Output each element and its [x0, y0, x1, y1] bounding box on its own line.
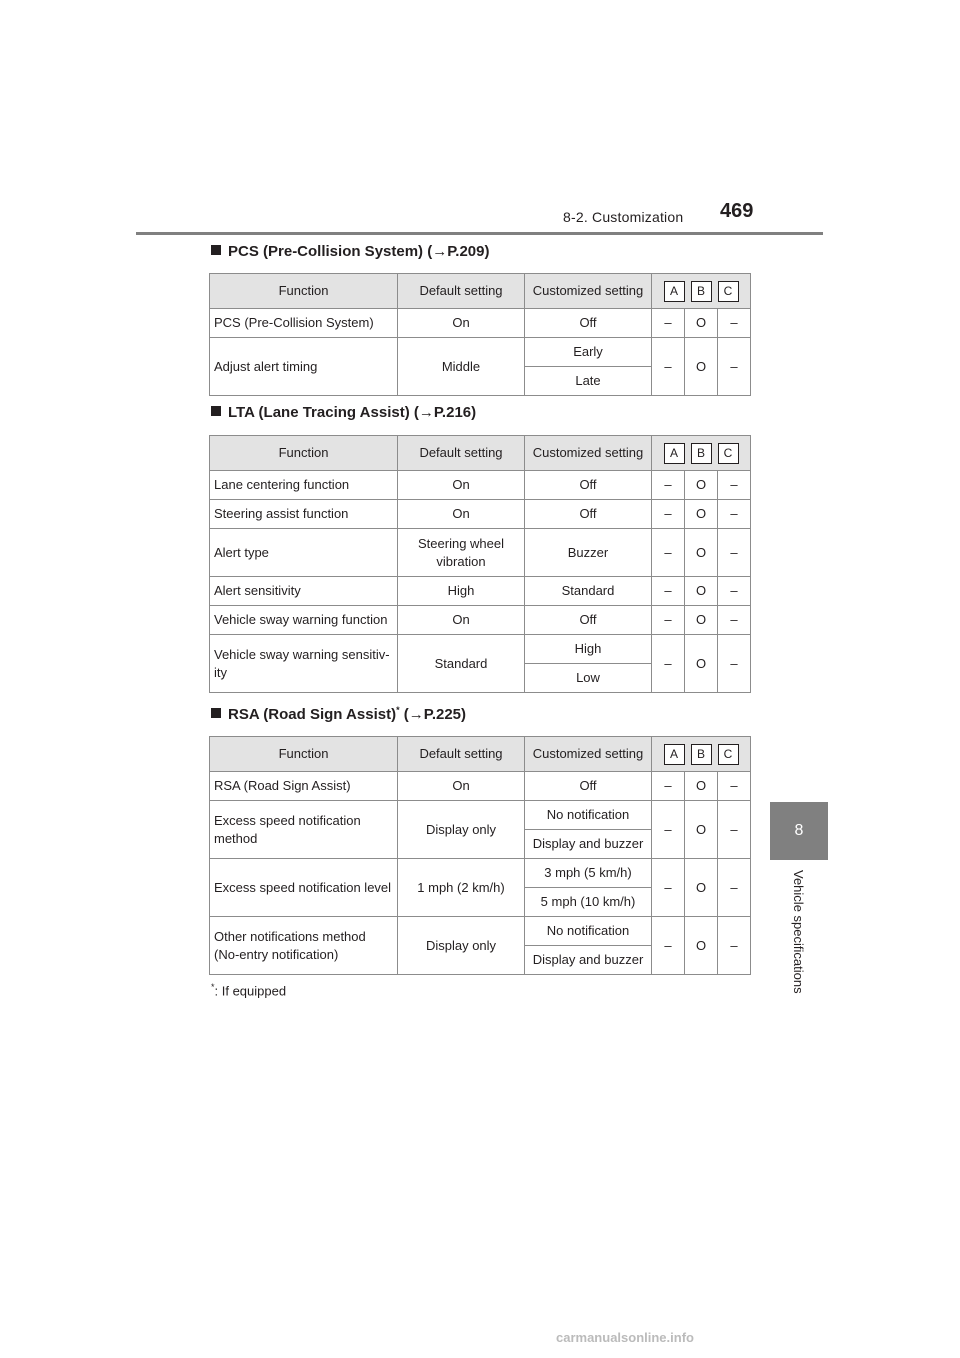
page-number: 469: [720, 200, 754, 222]
table-header-row: [210, 436, 751, 471]
table-row: Excess speed notification level 1 mph (2 km/h) 3 mph (5 km/h) – O –: [210, 859, 751, 888]
footnote: *: If equipped: [211, 982, 287, 999]
bullet-square-icon: [211, 406, 221, 416]
chapter-label: Vehicle specifications: [791, 870, 806, 994]
table-row: Alert sensitivity High Standard – O –: [210, 577, 751, 606]
pcs-page-link[interactable]: →P.209): [432, 243, 490, 260]
pcs-title: PCS (Pre-Collision System) (→P.209): [211, 243, 489, 260]
header-rule: [136, 232, 823, 235]
table-row: Other notifications method (No-entry notification) Display only No notification – O –: [210, 917, 751, 946]
abc-header: A B C: [652, 436, 751, 471]
watermark: carmanualsonline.info: [556, 1330, 694, 1345]
default-header: Default setting: [398, 274, 525, 309]
function-header: Function: [210, 737, 398, 772]
table-row: Display and buzzer: [210, 946, 751, 975]
table-row: Vehicle sway warning sensitiv-ity Standard High – O –: [210, 635, 751, 664]
lta-title: LTA (Lane Tracing Assist) (→P.216): [211, 404, 476, 421]
rsa-title: RSA (Road Sign Assist)* (→P.225): [211, 705, 466, 723]
table-row: PCS (Pre-Collision System) On Off – O –: [210, 309, 751, 338]
table-row: Alert type Steering wheel vibration Buzzer – O –: [210, 529, 751, 577]
table-row: Low: [210, 664, 751, 693]
customized-header: Customized setting: [525, 436, 652, 471]
bullet-square-icon: [211, 245, 221, 255]
abc-header: A B C: [652, 274, 751, 309]
default-header: Default setting: [398, 436, 525, 471]
table-row: Adjust alert timing Middle Early – O –: [210, 338, 751, 367]
function-header: Function: [210, 274, 398, 309]
abc-header: A B C: [652, 737, 751, 772]
lta-page-link[interactable]: →P.216): [418, 404, 477, 421]
table-row: Vehicle sway warning function On Off – O –: [210, 606, 751, 635]
pcs-table: [209, 273, 751, 396]
lta-table: [209, 435, 751, 693]
rsa-page-link[interactable]: (→P.225): [399, 706, 467, 723]
table-row: 5 mph (10 km/h): [210, 888, 751, 917]
table-row: Steering assist function On Off – O –: [210, 500, 751, 529]
default-header: Default setting: [398, 737, 525, 772]
section-heading: 8-2. Customization: [563, 209, 684, 225]
customized-header: Customized setting: [525, 274, 652, 309]
table-row: Excess speed notification method Display only No notification – O –: [210, 801, 751, 830]
customized-header: Customized setting: [525, 737, 652, 772]
table-row: RSA (Road Sign Assist) On Off – O –: [210, 772, 751, 801]
function-header: Function: [210, 436, 398, 471]
chapter-tab: 8: [770, 802, 828, 860]
bullet-square-icon: [211, 708, 221, 718]
rsa-table: [209, 736, 751, 975]
table-row: Late: [210, 367, 751, 396]
table-row: Display and buzzer: [210, 830, 751, 859]
table-header-row: [210, 737, 751, 772]
table-header-row: [210, 274, 751, 309]
table-row: Lane centering function On Off – O –: [210, 471, 751, 500]
